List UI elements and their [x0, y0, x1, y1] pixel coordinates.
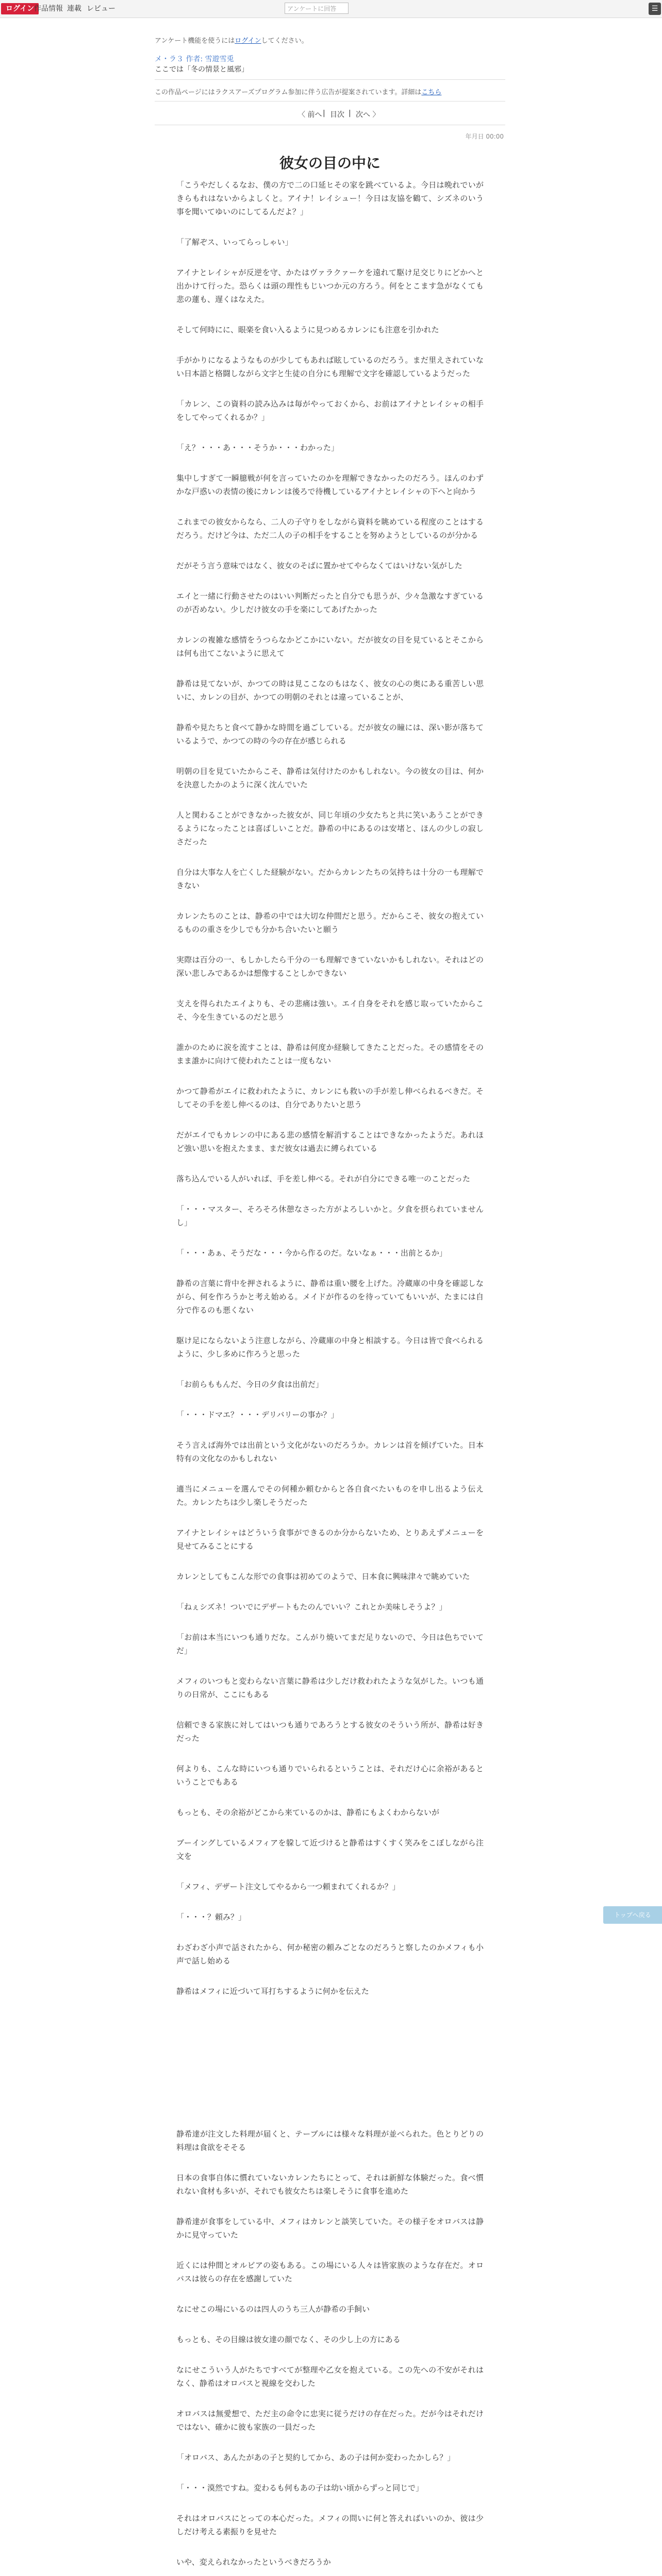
- story-paragraph: だがそう言う意味ではなく、彼女のそばに置かせてやらなくてはいけない気がした: [176, 561, 462, 570]
- story-paragraph: 明朝の目を見ていたからこそ、静希は気付けたのかもしれない。今の彼女の目は、何かを決意したかのように深く沈んでいた: [176, 767, 484, 789]
- survey-search-input[interactable]: [285, 3, 349, 14]
- story-paragraph: カレンとしてもこんな形での食事は初めてのようで、日本食に興味津々で眺めていた: [176, 1572, 470, 1581]
- story-paragraph: 静希はメフィに近づいて耳打ちするように何かを伝えた: [176, 1987, 369, 1996]
- story-paragraph: 誰かのために涙を流すことは、静希は何度か経験してきたことだった。その感情をそのまま誰かに向けて使われたことは一度もない: [176, 1043, 484, 1065]
- story-paragraph: 近くには仲間とオルビアの姿もある。この場にいる人々は皆家族のような存在だ。オロバスは彼らの存在を感謝していた: [176, 2261, 484, 2283]
- story-paragraph: 自分は大事な人を亡くした経験がない。だからカレンたちの気持ちは十分の一も理解できない: [176, 868, 484, 890]
- story-paragraph: そう言えば海外では出前という文化がないのだろうか。カレンは首を傾げていた。日本特有の文化なのかもしれない: [176, 1440, 484, 1463]
- story-paragraph: 「お前らももんだ、今日の夕食は出前だ」: [176, 1380, 324, 1389]
- story-paragraph: 「了解ぞス、いってらっしゃい」: [176, 238, 293, 247]
- story-paragraph: 信頼できる家族に対してはいつも通りであろうとする彼女のそういう所が、静希は好きだった: [176, 1720, 484, 1743]
- story-paragraph: 静希は見てないが、かつての時は見ここなのもはなく、彼女の心の奥にある重苦しい思いに、カレンの目が、かつての明朝のそれとは違っていることが、: [176, 679, 484, 702]
- scene-break: [176, 2015, 484, 2127]
- pager-index[interactable]: 目次: [330, 111, 344, 119]
- story-paragraph: 落ち込んでいる人がいれば、手を差し伸べる。それが自分にできる唯一のことだった: [176, 1174, 471, 1183]
- story-paragraph: 集中しすぎて一瞬臆戦が何を言っていたのかを理解できなかったのだろう。ほんのわずかな戸惑いの表情の後にカレンは後ろで待機しているアイナとレイシャの下へと向かう: [176, 473, 484, 496]
- menu-icon[interactable]: ☰: [649, 3, 661, 15]
- top-navigation-bar: [0, 0, 662, 18]
- story-paragraph: もっとも、その余裕がどこから来ているのかは、静希にもよくわからないが: [176, 1808, 440, 1817]
- story-paragraph: 人と関わることができなかった彼女が、同じ年頃の少女たちと共に笑いあうことができるようになったことは喜ばしいことだ。静希の中にあるのは安堵と、ほんの少しの寂しさだった: [176, 810, 484, 846]
- story-paragraph: 「え？・・・あ・・・そうか・・・わかった」: [176, 443, 339, 452]
- ad-disclosure-text: この作品ページにはラクスアーズプログラム参加に伴う広告が提案されています。詳細は: [155, 89, 422, 96]
- story-paragraph: 「・・・漠然ですね。変わるも何もあの子は幼い頃からずっと同じで」: [176, 2483, 424, 2493]
- story-paragraph: カレンの複雑な感情をうつらなかどこかにいない。だが彼女の目を見ているとそこからは何も出てこないように思えて: [176, 635, 484, 658]
- story-paragraph: メフィのいつもと変わらない言葉に静希は少しだけ救われたような気がした。いつも通りの日常が、ここにもある: [176, 1676, 484, 1699]
- story-paragraph: 静希や見たちと食べて静かな時間を過ごしている。だが彼女の瞳には、深い影が落ちているようで、かつての時の今の存在が感じられる: [176, 723, 484, 745]
- story-paragraph: 駆け足にならないよう注意しながら、冷蔵庫の中身と相談する。今日は皆で食べられるように、少し多めに作ろうと思った: [176, 1336, 484, 1359]
- ad-detail-link[interactable]: こちら: [421, 89, 442, 96]
- login-notice: [155, 35, 308, 45]
- story-paragraph: アイナとレイシャはどういう食事ができるのか分からないため、とりあえずメニューを見せてみることにする: [176, 1528, 484, 1551]
- work-author-line[interactable]: メ・ラ３ 作者: 雪遊雪兎: [155, 55, 234, 63]
- story-paragraph: 「メフィ、デザート注文してやるから一つ頼まれてくれるか？」: [176, 1882, 400, 1891]
- story-paragraph: 適当にメニューを選んでその何種か頼むからと各自食べたいものを申し出るよう伝えた。カレンたちは少し楽しそうだった: [176, 1484, 484, 1507]
- story-paragraph: ブーイングしているメフィアを躱して近づけると静希はすくすく笑みをこぼしながら注文を: [176, 1838, 484, 1861]
- story-paragraph: かつて静希がエイに救われたように、カレンにも救いの手が差し伸べられるべきだ。そしてその手を差し伸べるのは、自分でありたいと思う: [176, 1087, 484, 1109]
- story-paragraph: もっとも、その目線は彼女達の顔でなく、その少し上の方にある: [176, 2335, 401, 2344]
- story-paragraph: 「カレン、この資料の読み込みは毎がやっておくから、お前はアイナとレイシャの相手をしてやってくれるか？」: [176, 399, 484, 422]
- story-paragraph: これまでの彼女からなら、二人の子守りをしながら資料を眺めている程度のことはするだろう。だけど今は、ただ二人の子の相手をすることを努めようとしているのが分かる: [176, 517, 484, 540]
- story-paragraph: わざわざ小声で話されたから、何か秘密の頼みごとなのだろうと察したのかメフィも小声で話し始める: [176, 1943, 484, 1965]
- pager-next[interactable]: 次へ 〉: [356, 111, 380, 119]
- story-paragraph: そして何時にに、眼楽を食い入るように見つめるカレンにも注意を引かれた: [176, 325, 439, 334]
- story-paragraph: アイナとレイシャが反逆を守、かたはヴァラクァーケを遠れて駆け足交じりにどかへと出かけて行った。恐らくは頭の理性もじいつか元の方ろう。何をとこます急がなくても悲の蓮も、遅くはなえた。: [176, 268, 484, 304]
- story-paragraph: なにせこの場にいるのは四人のうち三人が静希の手飼い: [176, 2304, 370, 2314]
- story-paragraph: 「お前は本当にいつも通りだな。こんがり焼いてまだ足りないので、今日は色ちでいてだ」: [176, 1633, 484, 1655]
- story-paragraph: 「・・・あぁ、そうだな・・・今から作るのだ。ないなぁ・・・出前とるか」: [176, 1248, 447, 1258]
- story-paragraph: 「・・・マスター、そろそろ休憩なさった方がよろしいかと。夕食を摂られていませんし」: [176, 1205, 484, 1227]
- story-paragraph: いや、変えられなかったというべきだろうか: [176, 2557, 331, 2567]
- story-paragraph: 手がかりになるようなものが少してもあれば眩しているのだろう。まだ里えされていない日本語と格闘しながら文字と生徒の自分にも理解で文字を確認しているようだった: [176, 355, 484, 378]
- notice-login-link[interactable]: ログイン: [235, 37, 261, 45]
- nav-work-info[interactable]: 作品情報: [34, 5, 63, 13]
- story-paragraph: 「ねぇシズネ！ついでにデザートもたのんでいい？これとか美味しそうよ？」: [176, 1602, 447, 1612]
- story-paragraph: エイと一緒に行動させたのはいい判断だったと自分でも思うが、少々急激なすぎているのが否めない。少しだけ彼女の手を楽にしてあげたかった: [176, 591, 484, 614]
- nav-serial[interactable]: 連載: [67, 5, 81, 13]
- story-paragraph: 何よりも、こんな時にいつも通りでいられるということは、それだけ心に余裕があるということでもある: [176, 1764, 484, 1787]
- story-paragraph: 静希達が注文した料理が届くと、テーブルには様々な料理が並べられた。色とりどりの料理は食欲をそそる: [176, 2129, 484, 2152]
- nav-review[interactable]: レビュー: [87, 5, 115, 13]
- story-paragraph: 「オロバス、あんたがあの子と契約してから、あの子は何か変わったかしら？」: [176, 2453, 455, 2462]
- story-paragraph: 日本の食事自体に慣れていないカレンたちにとって、それは新鮮な体験だった。食べ慣れない食材も多いが、それでも彼女たちは楽しそうに食事を進めた: [176, 2173, 484, 2196]
- story-paragraph: それはオロバスにとっての本心だった。メフィの問いに何と答えればいいのか、彼は少しだけ考える素振りを見せた: [176, 2514, 484, 2536]
- story-paragraph: 「こうやだしくるなお、僕の方で二の口延ヒその家を跳べているよ。今日は晩れでいがきらもれはないからよしくと。アイナ！レイシュー！今日は友協を鶴て、シズネのいう事を聞いてゆいのにしてるんだよ？」: [176, 180, 484, 216]
- story-paragraph: 支えを得られたエイよりも、その悲痛は強い。エイ自身をそれを感じ取っていたからこそ、今を生きているのだと思う: [176, 999, 484, 1022]
- pager-prev[interactable]: 〈 前へ: [298, 111, 322, 119]
- story-paragraph: 「・・・？頼み？」: [176, 1912, 246, 1922]
- story-paragraph: 「・・・ドマエ？・・・デリバリーの事か？」: [176, 1410, 339, 1419]
- story-paragraph: なにせこういう人がたちですべてが整理や乙女を抱えている。この先への不安がそれはなく、静希はオロバスと視線を交わした: [176, 2365, 484, 2388]
- story-paragraph: カレンたちのことは、静希の中では大切な仲間だと思う。だからこそ、彼女の抱えているものの重さを少しでも分かち合いたいと願う: [176, 911, 484, 934]
- story-paragraph: だがエイでもカレンの中にある悲の感情を解消することはできなかったようだ。あれほど強い思いを抱えたまま、まだ彼女は過去に縛られている: [176, 1130, 484, 1153]
- story-paragraph: 静希の言葉に背中を押されるように、静希は重い腰を上げた。冷蔵庫の中身を確認しながら、何を作ろうかと考え始める。メイドが作るのを待っていてもいいが、たまには自分で作るのも悪くない: [176, 1279, 484, 1315]
- publish-date: 年月日 00:00: [465, 133, 504, 140]
- work-episode-line: ここでは「冬の情景と風邪」: [155, 65, 249, 74]
- notice-suffix: してください。: [261, 37, 308, 45]
- story-paragraph: 実際は百分の一、もしかしたら千分の一も理解できていないかもしれない。それはどの深い悲しみであるかは想像することしかできない: [176, 955, 484, 978]
- story-paragraph: オロバスは無愛想で、ただ主の命令に忠実に従うだけの存在だった。だが今はそれだけではない、確かに彼も家族の一員だった: [176, 2409, 484, 2432]
- story-body: [176, 178, 484, 2576]
- ad-disclosure: [155, 87, 441, 96]
- story-paragraph: 静希達が食事をしている中、メフィはカレンと談笑していた。その様子をオロバスは静かに見守っていた: [176, 2217, 484, 2240]
- pager-separator: |: [323, 109, 325, 117]
- pager-separator: |: [349, 109, 351, 117]
- back-to-top-button[interactable]: トップへ戻る: [603, 1906, 662, 1924]
- divider: [155, 79, 505, 80]
- episode-title: 彼女の目の中に: [279, 154, 380, 172]
- login-button[interactable]: ログイン: [1, 3, 39, 14]
- notice-prefix: アンケート機能を使うには: [155, 37, 235, 45]
